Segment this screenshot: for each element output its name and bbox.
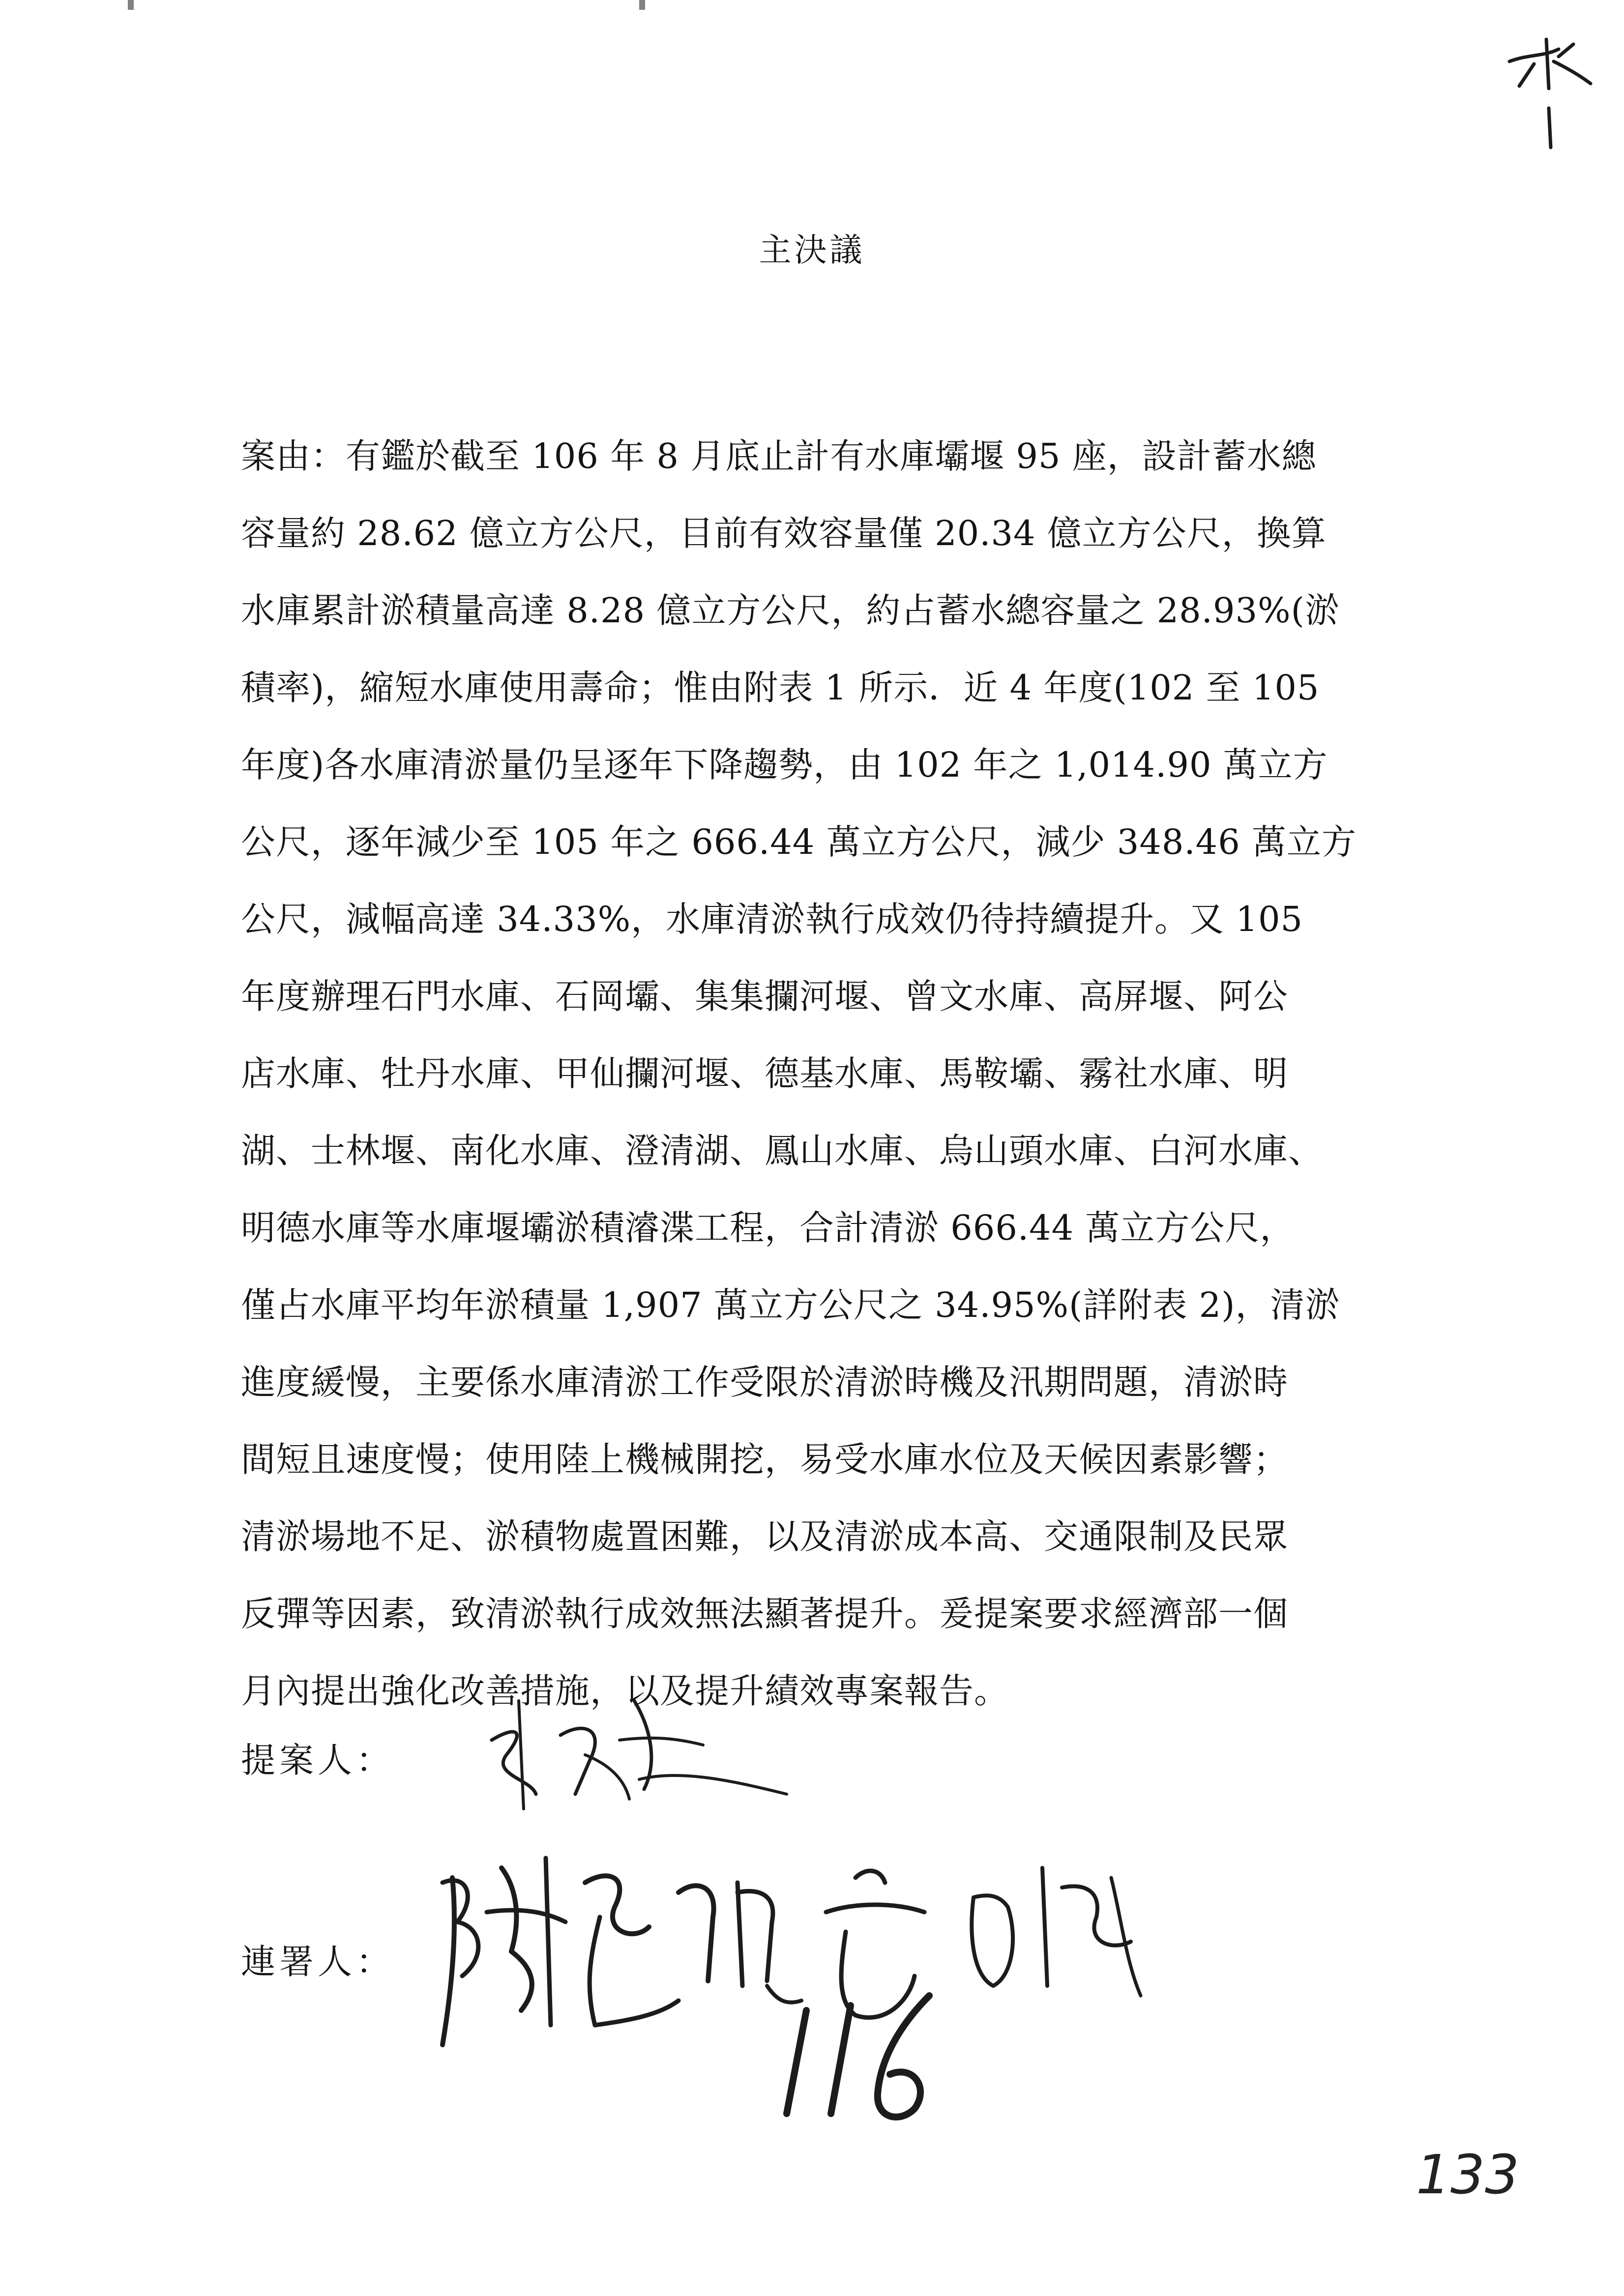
body-line: 年度)各水庫清淤量仍呈逐年下降趨勢，由 102 年之 1,014.90 萬立方	[241, 745, 1328, 785]
body-line: 公尺，減幅高達 34.33%，水庫清淤執行成效仍待持續提升。又 105	[241, 899, 1303, 939]
body-line: 明德水庫等水庫堰壩淤積濬渫工程，合計清淤 666.44 萬立方公尺，	[241, 1208, 1295, 1248]
body-line: 進度緩慢，主要係水庫清淤工作受限於清淤時機及汛期問題，清淤時	[241, 1362, 1288, 1402]
body-line: 水庫累計淤積量高達 8.28 億立方公尺，約占蓄水總容量之 28.93%(淤	[241, 590, 1340, 631]
proposer-label: 提案人：	[241, 1740, 394, 1780]
handwritten-number	[767, 1981, 964, 2138]
body-line: 清淤場地不足、淤積物處置困難，以及清淤成本高、交通限制及民眾	[241, 1516, 1288, 1557]
body-line: 月內提出強化改善措施，以及提升績效專案報告。	[241, 1671, 1009, 1711]
scan-edge-artifact	[0, 0, 1624, 10]
corner-mark	[1500, 34, 1598, 152]
body-line: 案由：有鑑於截至 106 年 8 月底止計有水庫壩堰 95 座，設計蓄水總	[241, 436, 1317, 476]
proposer-signature	[472, 1681, 826, 1848]
body-line: 湖、士林堰、南化水庫、澄清湖、鳳山水庫、烏山頭水庫、白河水庫、	[241, 1131, 1323, 1171]
cosigner-label: 連署人：	[241, 1942, 394, 1982]
body-line: 年度辦理石門水庫、石岡壩、集集攔河堰、曾文水庫、高屏堰、阿公	[241, 976, 1288, 1017]
body-line: 容量約 28.62 億立方公尺，目前有效容量僅 20.34 億立方公尺，換算	[241, 513, 1327, 553]
body-line: 僅占水庫平均年淤積量 1,907 萬立方公尺之 34.95%(詳附表 2)，清淤	[241, 1285, 1340, 1325]
body-line: 店水庫、牡丹水庫、甲仙攔河堰、德基水庫、馬鞍壩、霧社水庫、明	[241, 1053, 1288, 1094]
body-line: 公尺，逐年減少至 105 年之 666.44 萬立方公尺，減少 348.46 萬立方	[241, 822, 1357, 862]
body-line: 反彈等因素，致清淤執行成效無法顯著提升。爰提案要求經濟部一個	[241, 1594, 1288, 1634]
body-line: 積率)，縮短水庫使用壽命；惟由附表 1 所示．近 4 年度(102 至 105	[241, 668, 1320, 708]
resolution-body	[241, 418, 1377, 1730]
page-number: 133	[1416, 2143, 1519, 2206]
body-line: 間短且速度慢；使用陸上機械開挖，易受水庫水位及天候因素影響；	[241, 1439, 1288, 1480]
document-title: 主決議	[759, 231, 865, 269]
